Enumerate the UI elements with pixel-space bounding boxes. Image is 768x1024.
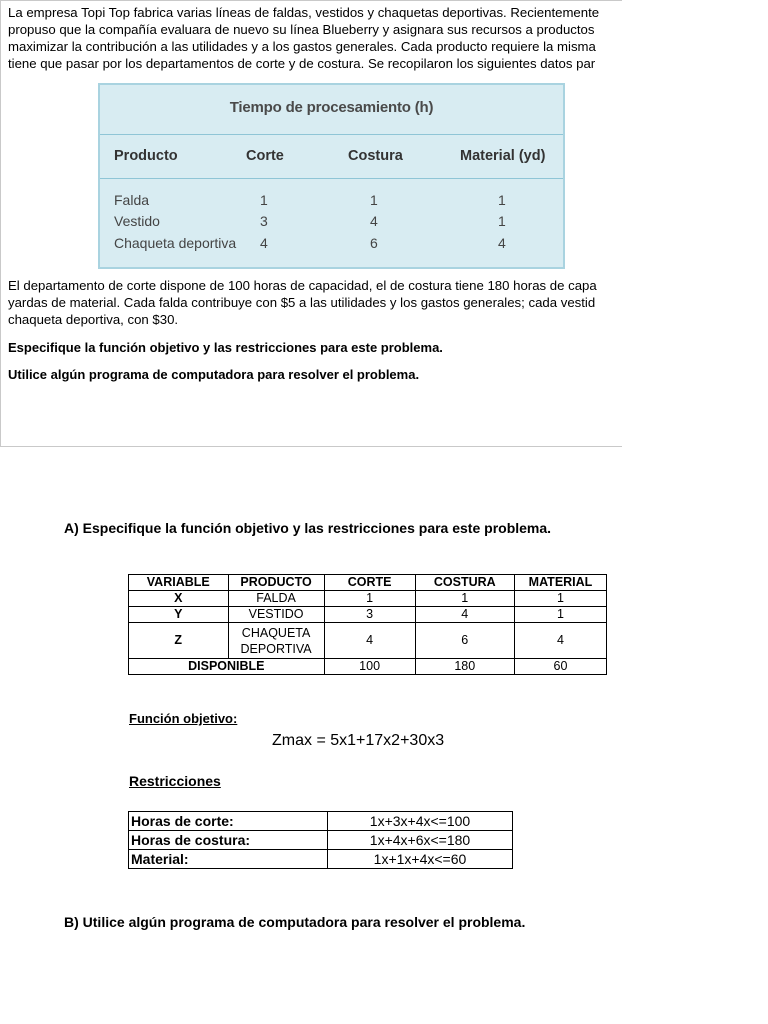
section-b-title: B) Utilice algún programa de computadora para resolver el problema. (64, 914, 526, 930)
restriction-row (129, 831, 513, 850)
cell-value: 1 (260, 192, 268, 208)
capacity-line: yardas de material. Cada falda contribuye con $5 a las utilidades y los gastos generales; cada vestid (8, 295, 596, 310)
objective-function-label: Función objetivo: (129, 711, 238, 726)
restriction-expression: 1x+3x+4x<=100 (328, 812, 513, 831)
variable-cell: Z (129, 623, 229, 659)
available-label: DISPONIBLE (129, 659, 325, 675)
cell-product: Vestido (114, 213, 160, 229)
product-cell: VESTIDO (228, 607, 324, 623)
cell-value: 6 (370, 235, 378, 251)
restriction-label: Horas de costura: (129, 831, 328, 850)
header-cell: VARIABLE (129, 575, 229, 591)
header-material: Material (yd) (460, 148, 546, 164)
header-producto: Producto (114, 148, 178, 164)
processing-time-table (98, 83, 565, 269)
task-line: Utilice algún programa de computadora para resolver el problema. (8, 367, 420, 382)
value-cell: 4 (324, 623, 415, 659)
cell-value: 4 (370, 213, 378, 229)
table-divider (100, 134, 563, 135)
intro-line: La empresa Topi Top fabrica varias líneas de faldas, vestidos y chaquetas deportivas. Recientemente (8, 5, 600, 20)
restriction-row (129, 812, 513, 831)
restriction-expression: 1x+1x+4x<=60 (328, 850, 513, 869)
intro-line: tiene que pasar por los departamentos de corte y de costura. Se recopilaron los siguientes datos par (8, 56, 596, 71)
header-cell: CORTE (324, 575, 415, 591)
value-cell: 6 (415, 623, 514, 659)
header-cell: COSTURA (415, 575, 514, 591)
cell-value: 3 (260, 213, 268, 229)
table-row (129, 623, 607, 659)
header-cell: MATERIAL (515, 575, 607, 591)
intro-line: maximizar la contribución a las utilidades y a los gastos generales. Cada producto requiere la misma (8, 39, 596, 54)
variable-cell: Y (129, 607, 229, 623)
cell-value: 4 (498, 235, 506, 251)
variable-cell: X (129, 591, 229, 607)
value-cell: 4 (415, 607, 514, 623)
task-line: Especifique la función objetivo y las restricciones para este problema. (8, 340, 443, 355)
value-cell: 1 (415, 591, 514, 607)
product-cell: CHAQUETA DEPORTIVA (228, 623, 324, 659)
header-corte: Corte (246, 148, 284, 164)
table-divider (100, 178, 563, 179)
intro-line: propuso que la compañía evaluara de nuevo su línea Blueberry y asignara sus recursos a productos (8, 22, 595, 37)
available-value: 60 (515, 659, 607, 675)
table-row (129, 607, 607, 623)
product-cell: FALDA (228, 591, 324, 607)
capacity-paragraph (8, 277, 622, 328)
cell-product: Falda (114, 192, 150, 208)
restrictions-label: Restricciones (129, 773, 221, 789)
capacity-line: chaqueta deportiva, con $30. (8, 312, 179, 327)
cell-product: Chaqueta deportiva (114, 235, 237, 251)
restrictions-table (128, 811, 513, 869)
restriction-label: Horas de corte: (129, 812, 328, 831)
available-value: 100 (324, 659, 415, 675)
capacity-line: El departamento de corte dispone de 100 horas de capacidad, el de costura tiene 180 horas de capa (8, 278, 597, 293)
available-row (129, 659, 607, 675)
value-cell: 1 (515, 591, 607, 607)
table-header-row (129, 575, 607, 591)
cell-value: 1 (498, 192, 506, 208)
cell-value: 4 (260, 235, 268, 251)
value-cell: 1 (515, 607, 607, 623)
section-a-title: A) Especifique la función objetivo y las restricciones para este problema. (64, 520, 552, 536)
restriction-label: Material: (129, 850, 328, 869)
table-row (129, 591, 607, 607)
problem-excerpt (0, 0, 622, 447)
value-cell: 4 (515, 623, 607, 659)
cell-value: 1 (370, 192, 378, 208)
restriction-row (129, 850, 513, 869)
objective-function: Zmax = 5x1+17x2+30x3 (272, 732, 445, 749)
value-cell: 1 (324, 591, 415, 607)
value-cell: 3 (324, 607, 415, 623)
header-costura: Costura (348, 148, 403, 164)
header-cell: PRODUCTO (228, 575, 324, 591)
intro-paragraph (8, 4, 622, 72)
variables-table (128, 574, 607, 675)
available-value: 180 (415, 659, 514, 675)
restriction-expression: 1x+4x+6x<=180 (328, 831, 513, 850)
processing-table-title: Tiempo de procesamiento (h) (229, 99, 434, 116)
cell-value: 1 (498, 213, 506, 229)
